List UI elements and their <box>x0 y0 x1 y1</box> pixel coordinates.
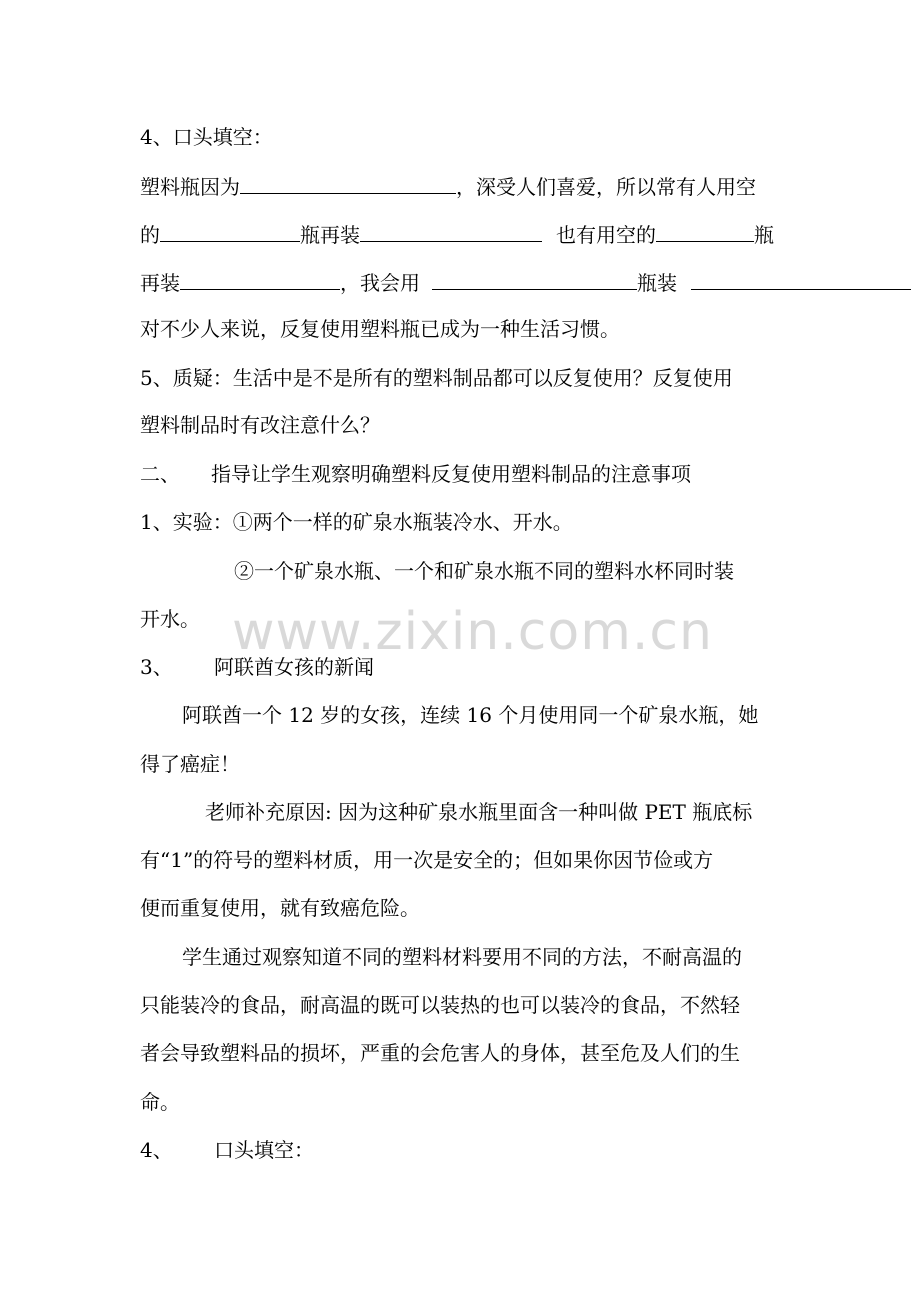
news-paragraph-3: 学生通过观察知道不同的塑料材料要用不同的方法，不耐高温的 <box>182 945 742 969</box>
news-paragraph-2: 便而重复使用，就有致癌危险。 <box>140 896 420 920</box>
q4-text: ，深受人们喜爱，所以常有人用空 <box>456 175 756 199</box>
blank-field <box>240 173 456 194</box>
q4b-title: 口头填空： <box>214 1138 314 1162</box>
q4-text: 瓶再装 <box>300 223 360 247</box>
q4b-number: 4、 <box>140 1138 173 1162</box>
q4-text: 再装 <box>140 271 180 295</box>
experiment-line-2: ②一个矿泉水瓶、一个和矿泉水瓶不同的塑料水杯同时装 <box>234 559 734 583</box>
news-title: 阿联酋女孩的新闻 <box>214 655 374 679</box>
blank-field <box>656 221 754 242</box>
q4-text: 瓶装 <box>637 271 677 295</box>
q4-text: 瓶 <box>754 223 774 247</box>
news-number: 3、 <box>140 655 173 679</box>
q4-text: 也有用空的 <box>556 223 656 247</box>
q4-text: ，我会用 <box>340 271 420 295</box>
blank-field <box>360 221 542 242</box>
news-paragraph-2: 有“1”的符号的塑料材质，用一次是安全的；但如果你因节俭或方 <box>140 848 714 872</box>
section-2-heading: 指导让学生观察明确塑料反复使用塑料制品的注意事项 <box>211 462 691 486</box>
news-paragraph-3: 命。 <box>140 1090 180 1114</box>
q4-text: 的 <box>140 223 160 247</box>
blank-field <box>180 269 340 290</box>
q4-text: 塑料瓶因为 <box>140 175 240 199</box>
news-paragraph-3: 只能装冷的食品，耐高温的既可以装热的也可以装冷的食品，不然轻 <box>140 993 740 1017</box>
news-paragraph-1: 得了癌症！ <box>140 752 240 776</box>
news-paragraph-1: 阿联酋一个 12 岁的女孩，连续 16 个月使用同一个矿泉水瓶，她 <box>182 703 759 727</box>
experiment-line-3: 开水。 <box>140 607 200 631</box>
q4-line-2 <box>140 221 774 247</box>
q5-line-2: 塑料制品时有改注意什么？ <box>140 413 380 437</box>
experiment-line-1: 1、实验：①两个一样的矿泉水瓶装冷水、开水。 <box>140 510 573 534</box>
blank-field <box>691 269 911 290</box>
blank-field <box>432 269 637 290</box>
watermark: www.zixin.com.cn <box>232 602 713 662</box>
section-2-number: 二、 <box>140 462 180 486</box>
news-paragraph-2: 老师补充原因: 因为这种矿泉水瓶里面含一种叫做 PET 瓶底标 <box>205 800 753 824</box>
q4-title: 4、口头填空： <box>140 125 273 149</box>
q5-line-1: 5、质疑：生活中是不是所有的塑料制品都可以反复使用？反复使用 <box>140 366 733 390</box>
news-paragraph-3: 者会导致塑料品的损坏，严重的会危害人的身体，甚至危及人们的生 <box>140 1041 740 1065</box>
q4-line-3 <box>140 269 911 295</box>
blank-field <box>160 221 300 242</box>
q4-line-4: 对不少人来说，反复使用塑料瓶已成为一种生活习惯。 <box>140 317 620 341</box>
q4-line-1 <box>140 173 756 199</box>
